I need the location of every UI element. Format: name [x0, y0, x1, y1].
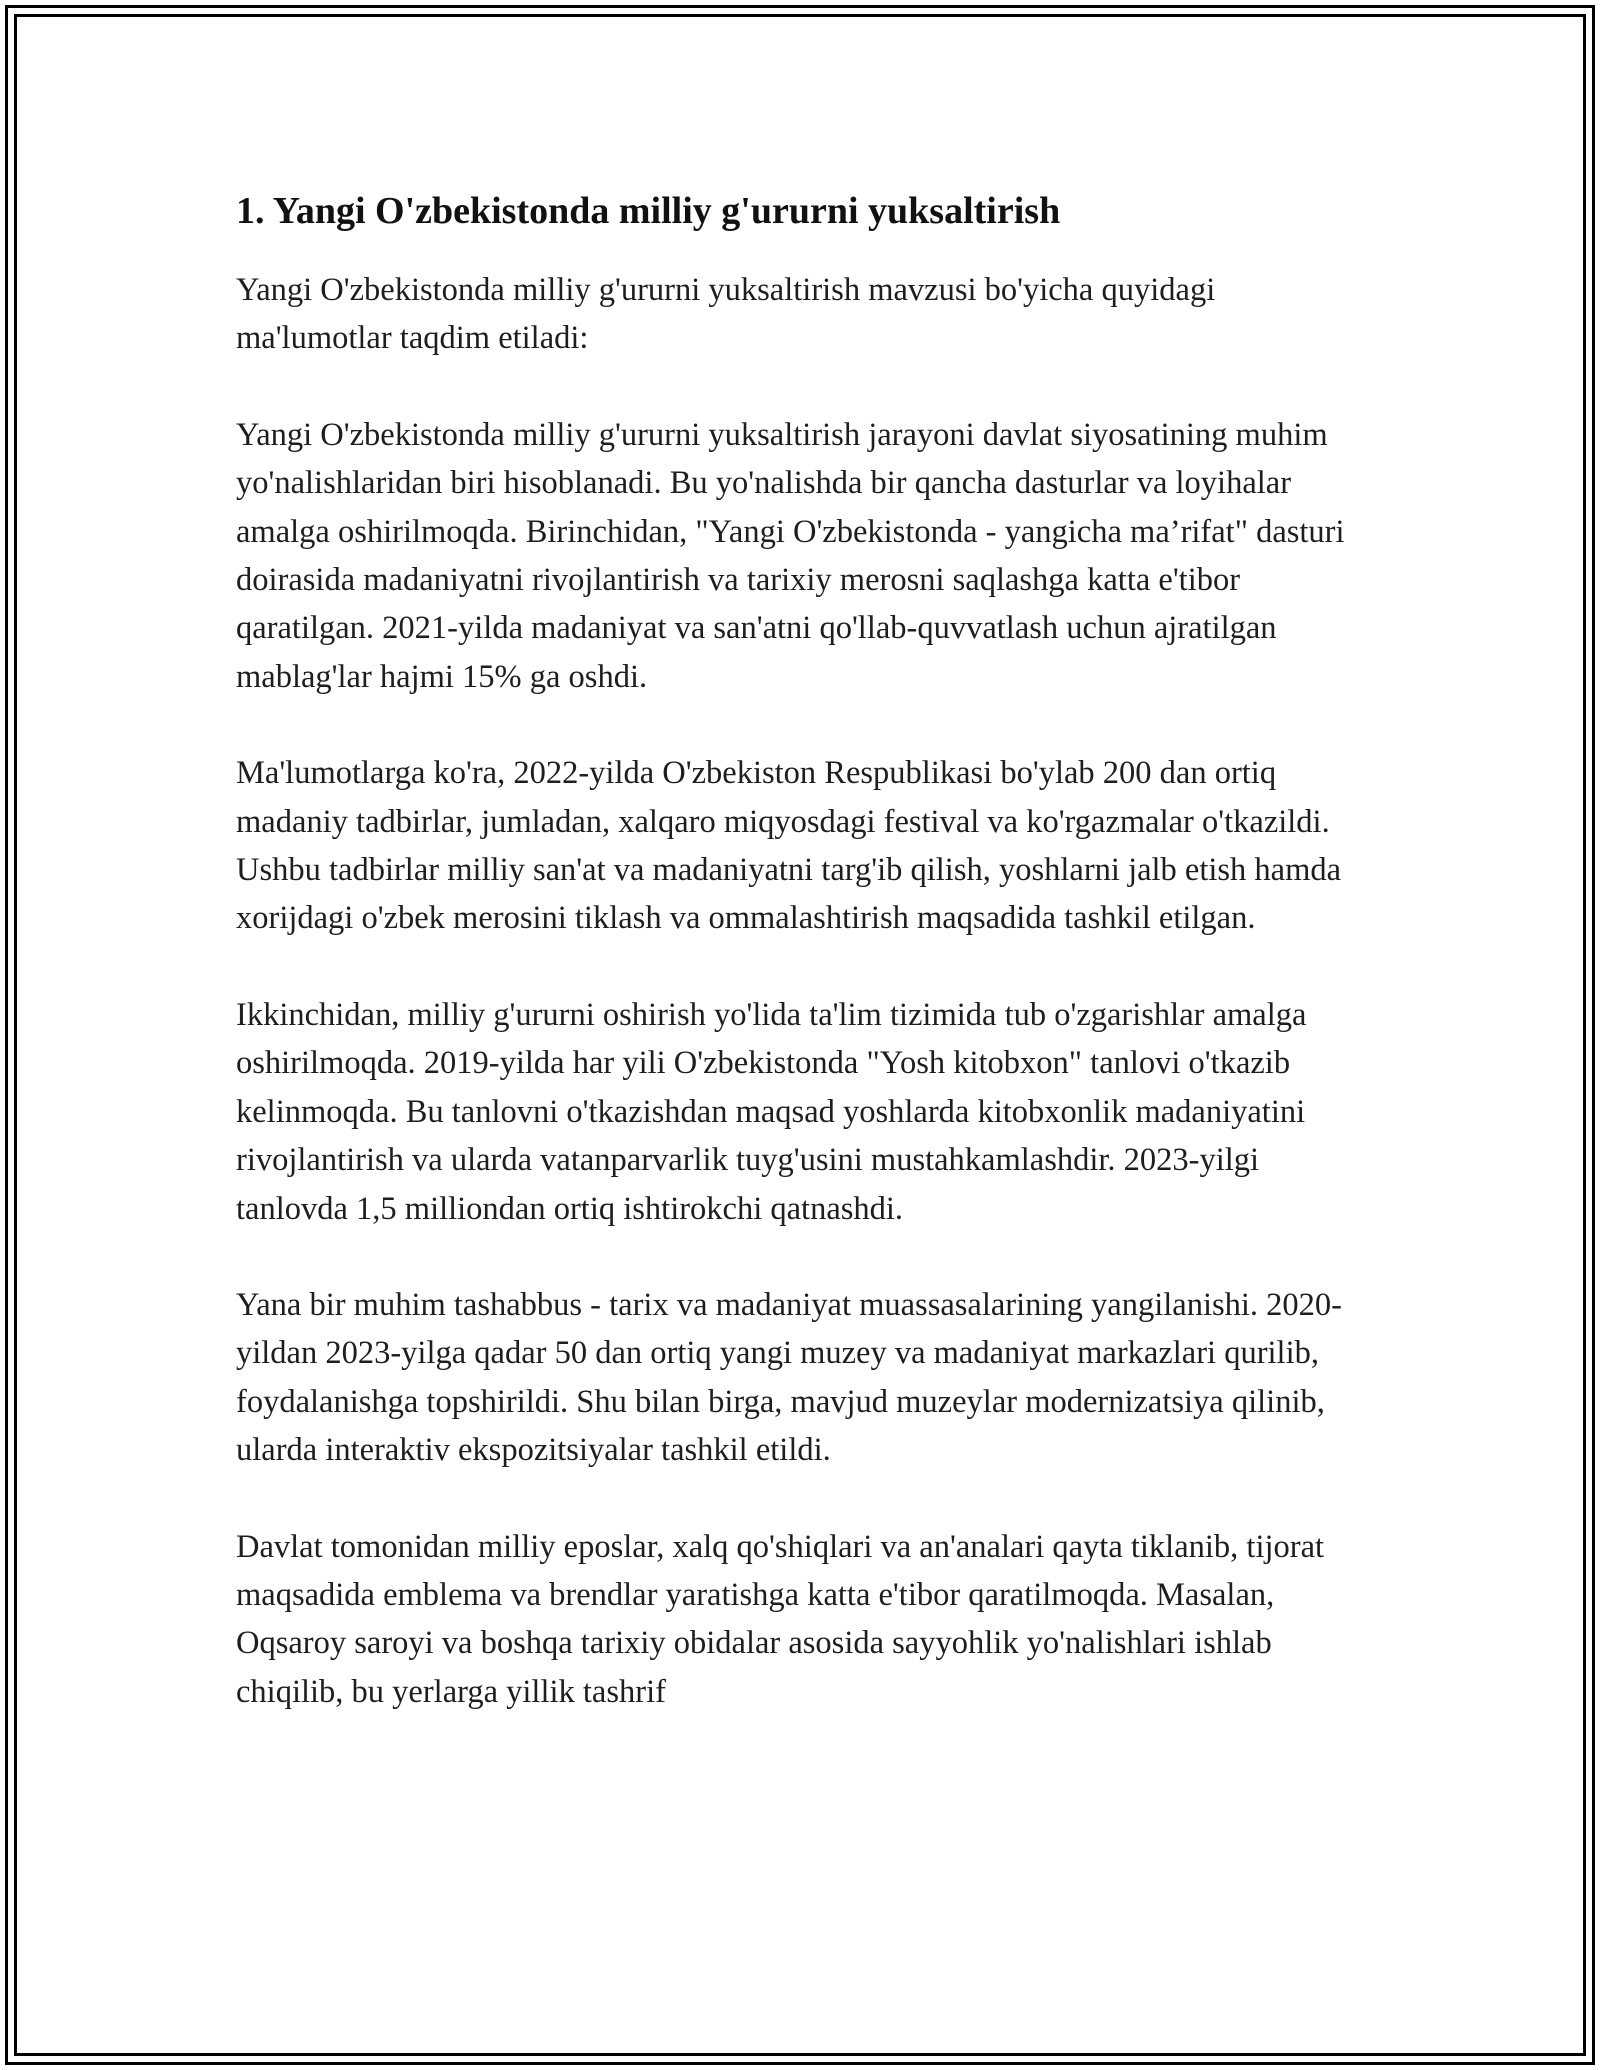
- document-body: [236, 186, 1366, 1764]
- paragraph-events: Ma'lumotlarga ko'ra, 2022-yilda O'zbekiston Respublikasi bo'ylab 200 dan ortiq madaniy tadbirlar, jumladan, xalqaro miqyosdagi festival va ko'rgazmalar o'tkazildi. Ushbu tadbirlar milliy san'at va madaniyatni targ'ib qilish, yoshlarni jalb etish hamda xorijdagi o'zbek merosini tiklash va ommalashtirish maqsadida tashkil etilgan.: [236, 755, 1342, 937]
- paragraph-intro: Yangi O'zbekistonda milliy g'ururni yuksaltirish mavzusi bo'yicha quyidagi ma'lumotlar taqdim etiladi:: [236, 272, 1216, 357]
- paragraph-heritage: Davlat tomonidan milliy eposlar, xalq qo'shiqlari va an'analari qayta tiklanib, tijorat maqsadida emblema va brendlar yaratishga katta e'tibor qaratilmoqda. Masalan, Oqsaroy saroyi va boshqa tarixiy obidalar asosida sayyohlik yo'nalishlari ishlab chiqilib, bu yerlarga yillik tashrif: [236, 1528, 1325, 1710]
- paragraph-policy: Yangi O'zbekistonda milliy g'ururni yuksaltirish jarayoni davlat siyosatining muhim yo'nalishlaridan biri hisoblanadi. Bu yo'nalishda bir qancha dasturlar va loyihalar amalga oshirilmoqda. Birinchidan, "Yangi O'zbekistonda - yangicha ma’rifat" dasturi doirasida madaniyatni rivojlantirish va tarixiy merosni saqlashga katta e'tibor qaratilgan. 2021-yilda madaniyat va san'atni qo'llab-quvvatlash uchun ajratilgan mablag'lar hajmi 15% ga oshdi.: [236, 416, 1345, 695]
- section-heading: 1. Yangi O'zbekistonda milliy g'ururni yuksaltirish: [236, 190, 1061, 232]
- paragraph-museums: Yana bir muhim tashabbus - tarix va madaniyat muassasalarining yangilanishi. 2020-yildan 2023-yilga qadar 50 dan ortiq yangi muzey va madaniyat markazlari qurilib, foydalanishga topshirildi. Shu bilan birga, mavjud muzeylar modernizatsiya qilinib, ularda interaktiv ekspozitsiyalar tashkil etildi.: [236, 1286, 1342, 1469]
- paragraph-education: Ikkinchidan, milliy g'ururni oshirish yo'lida ta'lim tizimida tub o'zgarishlar amalga oshirilmoqda. 2019-yilda har yili O'zbekistonda "Yosh kitobxon" tanlovi o'tkazib kelinmoqda. Bu tanlovni o'tkazishdan maqsad yoshlarda kitobxonlik madaniyatini rivojlantirish va ularda vatanparvarlik tuyg'usini mustahkamlashdir. 2023-yilgi tanlovda 1,5 milliondan ortiq ishtirokchi qatnashdi.: [236, 996, 1307, 1227]
